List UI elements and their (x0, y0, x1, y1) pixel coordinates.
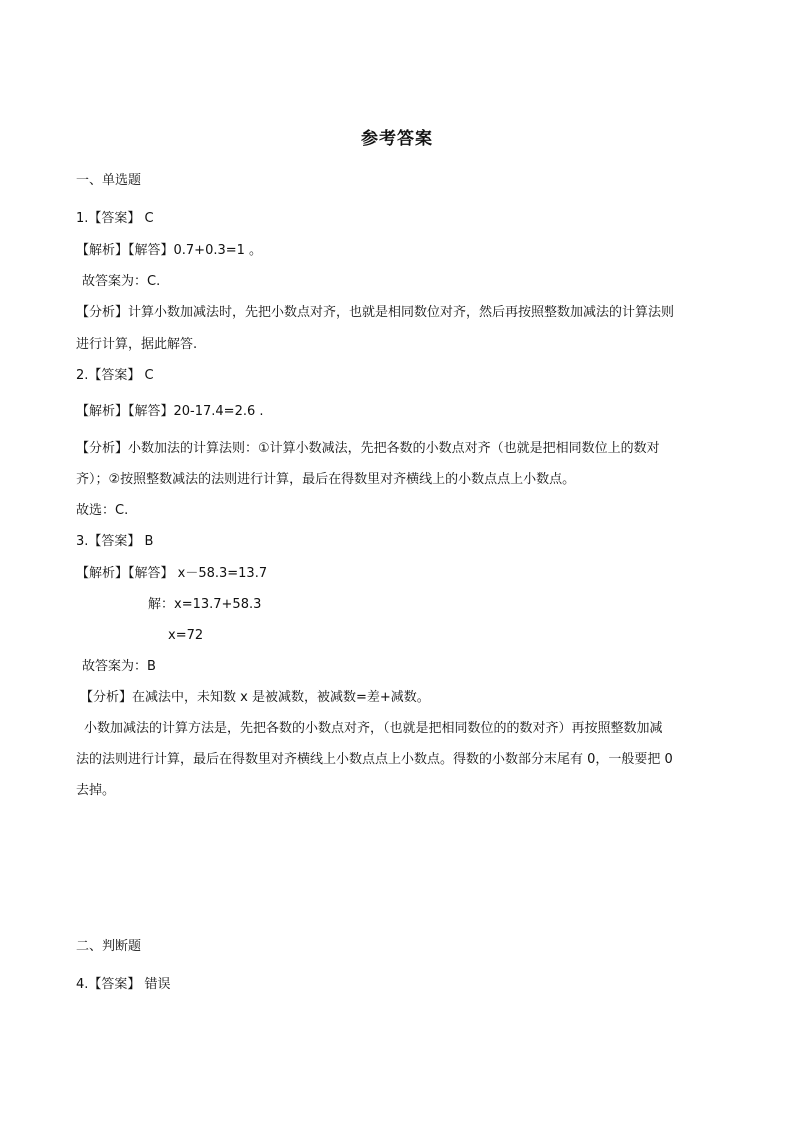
q3-analysis: 【解析】【解答】 x－58.3=13.7 (76, 566, 268, 581)
q3-extra-line1: 小数加减法的计算方法是，先把各数的小数点对齐，（也就是把相同数位的的数对齐）再按照整数加减 (84, 721, 663, 736)
q4-answer: 4.【答案】 错误 (76, 977, 171, 992)
q1-analysis: 【解析】【解答】0.7+0.3=1 。 (76, 243, 263, 258)
q2-conclusion: 故选：C. (76, 503, 129, 518)
q1-answer: 1.【答案】 C (76, 211, 154, 226)
q2-analysis: 【解析】【解答】20-17.4=2.6 . (76, 404, 264, 419)
q3-step2: x=72 (168, 628, 204, 643)
page-title: 参考答案 (361, 129, 433, 149)
q1-conclusion: 故答案为：C. (82, 274, 161, 289)
q3-fenxi: 【分析】在减法中，未知数 x 是被减数，被减数=差+减数。 (80, 690, 430, 705)
q2-fenxi-line2: 齐）；②按照整数减法的法则进行计算，最后在得数里对齐横线上的小数点点上小数点。 (76, 472, 576, 487)
q1-fenxi-line1: 【分析】计算小数加减法时，先把小数点对齐，也就是相同数位对齐，然后再按照整数加减法的计算法则 (76, 305, 675, 320)
q3-extra-line2: 法的法则进行计算，最后在得数里对齐横线上小数点点上小数点。得数的小数部分末尾有 0，一般要把 0 (76, 752, 673, 767)
q3-extra-line3: 去掉。 (76, 783, 116, 798)
section-heading-true-false: 二、判断题 (76, 939, 142, 954)
q3-step1: 解：x=13.7+58.3 (148, 597, 262, 612)
section-heading-single-choice: 一、单选题 (76, 173, 142, 188)
q3-answer: 3.【答案】 B (76, 534, 154, 549)
q2-fenxi-line1: 【分析】小数加法的计算法则：①计算小数减法，先把各数的小数点对齐（也就是把相同数位上的数对 (76, 441, 660, 456)
q2-answer: 2.【答案】 C (76, 368, 154, 383)
q3-conclusion: 故答案为：B (82, 659, 156, 674)
q1-fenxi-line2: 进行计算，据此解答. (76, 337, 198, 352)
